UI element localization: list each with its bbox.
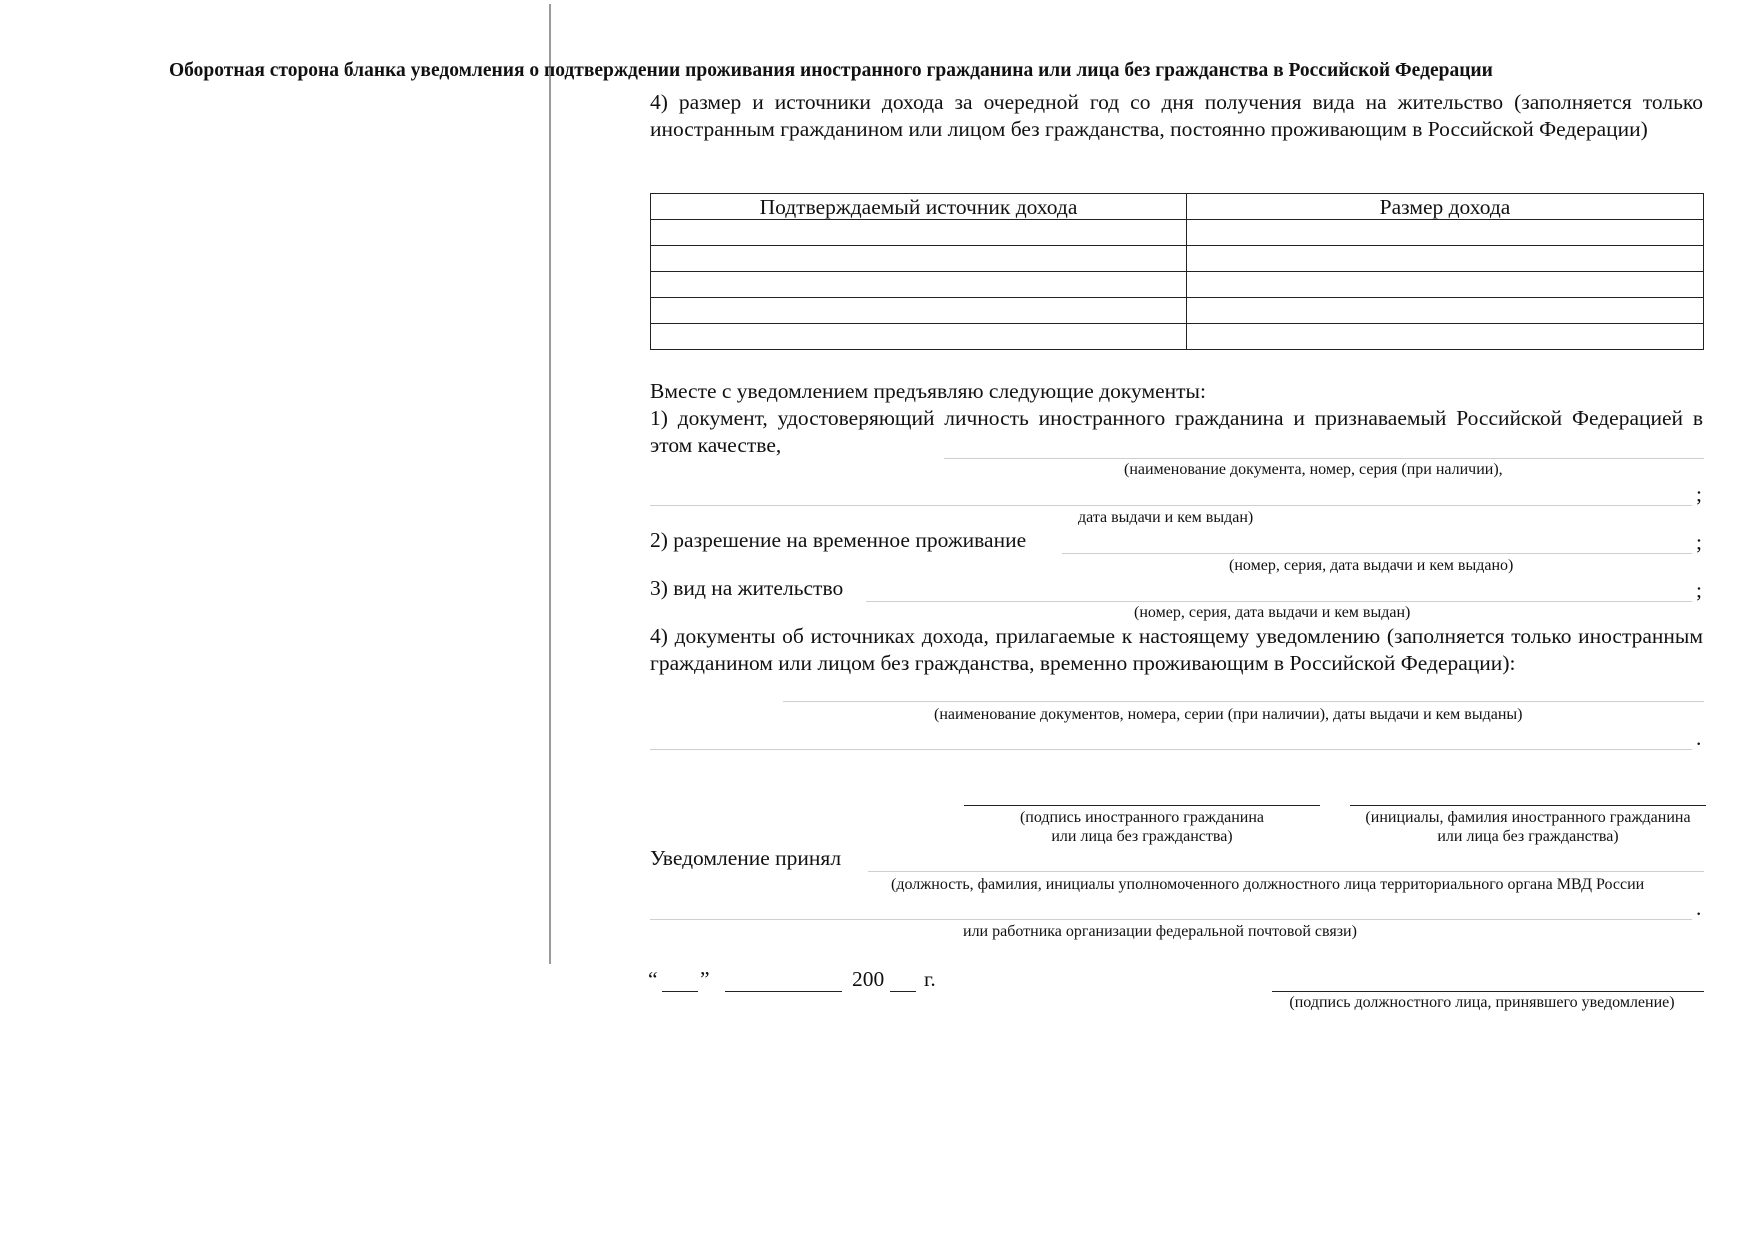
date-year-suffix: г. bbox=[924, 967, 936, 991]
accepting-official-field-2[interactable] bbox=[650, 919, 1692, 920]
income-amount-cell[interactable] bbox=[1187, 324, 1704, 350]
accepted-by-label: Уведомление принял bbox=[650, 846, 842, 870]
table-row bbox=[651, 324, 1704, 350]
accepting-official-hint: (должность, фамилия, инициалы уполномоченного должностного лица территориального органа МВД России bbox=[891, 876, 1645, 893]
table-row bbox=[651, 220, 1704, 246]
income-section-text: 4) размер и источники дохода за очередной год со дня получения вида на жительство (заполняется только иностранным гражданином или лицом без гражданства, постоянно проживающим в Российской Федерации) bbox=[650, 90, 1703, 141]
document-item-1-text: 1) документ, удостоверяющий личность иностранного гражданина и признаваемый Российской Федерацией в этом качестве, bbox=[650, 406, 1703, 457]
period: . bbox=[1696, 896, 1702, 920]
date-open-quote: “ bbox=[648, 967, 658, 991]
date-month-field[interactable] bbox=[725, 991, 842, 992]
accepting-official-field[interactable] bbox=[868, 871, 1704, 872]
income-source-cell[interactable] bbox=[651, 298, 1187, 324]
document-item-1-hint-2: дата выдачи и кем выдан) bbox=[1078, 509, 1254, 526]
document-item-1-field-2[interactable] bbox=[650, 505, 1692, 506]
documents-intro: Вместе с уведомлением предъявляю следующие документы: bbox=[650, 379, 1206, 403]
income-amount-cell[interactable] bbox=[1187, 220, 1704, 246]
date-day-field[interactable] bbox=[662, 991, 698, 992]
income-amount-cell[interactable] bbox=[1187, 298, 1704, 324]
residence-permit-field[interactable] bbox=[866, 601, 1692, 602]
date-year-prefix: 200 bbox=[852, 967, 885, 991]
applicant-signature-line[interactable] bbox=[964, 805, 1320, 806]
table-row bbox=[651, 246, 1704, 272]
document-item-1-hint: (наименование документа, номер, серия (при наличии), bbox=[1124, 461, 1503, 478]
fold-line bbox=[549, 4, 551, 964]
income-source-cell[interactable] bbox=[651, 246, 1187, 272]
document-item-4-text: 4) документы об источниках дохода, прилагаемые к настоящему уведомлению (заполняется только иностранным гражданином или лицом без гражданства, временно проживающим в Российской Федерации): bbox=[650, 624, 1703, 675]
date-close-quote: ” bbox=[700, 967, 710, 991]
income-documents-field-2[interactable] bbox=[650, 749, 1692, 750]
document-item-3-label: 3) вид на жительство bbox=[650, 576, 844, 600]
income-documents-field[interactable] bbox=[783, 701, 1704, 702]
temporary-residence-permit-field[interactable] bbox=[1062, 553, 1692, 554]
table-row bbox=[651, 298, 1704, 324]
income-amount-cell[interactable] bbox=[1187, 246, 1704, 272]
applicant-signature-hint bbox=[964, 808, 1320, 846]
date-year-field[interactable] bbox=[890, 991, 916, 992]
applicant-name-line[interactable] bbox=[1350, 805, 1706, 806]
income-amount-cell[interactable] bbox=[1187, 272, 1704, 298]
applicant-name-hint-line-2: или лица без гражданства) bbox=[1437, 828, 1619, 845]
semicolon: ; bbox=[1696, 482, 1702, 506]
income-source-cell[interactable] bbox=[651, 272, 1187, 298]
official-signature-line[interactable] bbox=[1272, 991, 1704, 992]
applicant-signature-hint-line-1: (подпись иностранного гражданина bbox=[1019, 809, 1265, 826]
income-table bbox=[650, 193, 1704, 350]
semicolon: ; bbox=[1696, 530, 1702, 554]
document-item-4-hint: (наименование документов, номера, серии (при наличии), даты выдачи и кем выданы) bbox=[934, 706, 1523, 723]
applicant-name-hint bbox=[1350, 808, 1706, 846]
applicant-name-hint-line-1: (инициалы, фамилия иностранного гражданина bbox=[1365, 809, 1691, 826]
page-title: Оборотная сторона бланка уведомления о подтверждении проживания иностранного гражданина или лица без гражданства в Российской Федерации bbox=[169, 60, 1493, 81]
period: . bbox=[1696, 726, 1702, 750]
document-item-1-field[interactable] bbox=[944, 458, 1704, 459]
official-signature-hint: (подпись должностного лица, принявшего уведомление) bbox=[1289, 994, 1675, 1011]
income-table-header bbox=[651, 194, 1704, 220]
document-item-3-hint: (номер, серия, дата выдачи и кем выдан) bbox=[1134, 604, 1411, 621]
accepting-official-hint-2: или работника организации федеральной почтовой связи) bbox=[963, 923, 1357, 940]
income-source-cell[interactable] bbox=[651, 324, 1187, 350]
income-source-cell[interactable] bbox=[651, 220, 1187, 246]
document-item-2-label: 2) разрешение на временное проживание bbox=[650, 528, 1027, 552]
semicolon: ; bbox=[1696, 578, 1702, 602]
income-source-header: Подтверждаемый источник дохода bbox=[651, 194, 1187, 220]
document-item-2-hint: (номер, серия, дата выдачи и кем выдано) bbox=[1229, 557, 1514, 574]
income-amount-header: Размер дохода bbox=[1187, 194, 1704, 220]
table-row bbox=[651, 272, 1704, 298]
applicant-signature-hint-line-2: или лица без гражданства) bbox=[1051, 828, 1233, 845]
